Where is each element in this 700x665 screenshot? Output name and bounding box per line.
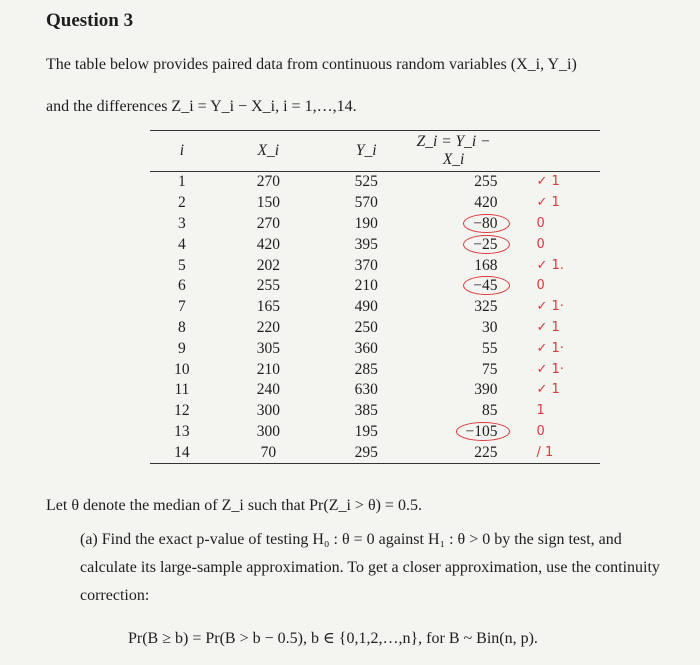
cell-z <box>410 422 523 443</box>
cell-i: 13 <box>174 422 190 440</box>
cell-x: 220 <box>256 318 280 336</box>
cell-mark: ✓ 1. <box>536 257 564 273</box>
cell-i: 10 <box>174 360 190 378</box>
header-x: X_i <box>214 131 323 172</box>
cell-x: 270 <box>256 173 280 191</box>
cell-mark: 0 <box>536 236 545 252</box>
header-marks <box>523 131 600 172</box>
cell-mark: 1 <box>536 403 545 419</box>
cell-y: 250 <box>354 318 378 336</box>
circled-negative-value: −80 <box>473 214 498 232</box>
cell-x: 300 <box>256 402 280 420</box>
table-row <box>150 255 600 276</box>
cell-x: 150 <box>256 194 280 212</box>
cell-mark: / 1 <box>523 442 600 463</box>
table-row <box>150 401 600 422</box>
table-row <box>150 234 600 255</box>
cell-mark: ✓ 1· <box>536 361 564 377</box>
table-row <box>150 193 600 214</box>
table-row <box>150 359 600 380</box>
cell-i: 7 <box>178 298 186 316</box>
intro-line-2: and the differences Z_i = Y_i − X_i, i = 1,…,14. <box>46 98 357 115</box>
cell-x: 305 <box>256 339 280 357</box>
cell-z: 55 <box>482 339 498 357</box>
cell-i: 1 <box>178 173 186 191</box>
cell-y: 395 <box>354 235 378 253</box>
table-row <box>150 172 600 193</box>
cell-y: 195 <box>354 422 378 440</box>
table-row <box>150 297 600 318</box>
cell-z: 325 <box>474 298 498 316</box>
cell-mark: ✓ 1 <box>536 319 560 335</box>
cell-mark: ✓ 1 <box>536 382 560 398</box>
cell-i: 3 <box>178 214 186 232</box>
cell-z: 255 <box>474 173 498 191</box>
cell-y: 210 <box>354 277 378 295</box>
cell-x: 420 <box>256 235 280 253</box>
question-heading: Question 3 <box>46 10 134 31</box>
circled-negative-value: −45 <box>473 277 498 295</box>
theta-definition: Let θ denote the median of Z_i such that Pr(Z_i > θ) = 0.5. <box>46 497 422 514</box>
table-header-row <box>150 131 600 172</box>
cell-z: 168 <box>474 256 498 274</box>
cell-y: 285 <box>354 360 378 378</box>
table-row <box>150 214 600 235</box>
cell-x: 300 <box>256 422 280 440</box>
cell-i: 9 <box>178 339 186 357</box>
cell-mark: 0 <box>536 278 545 294</box>
cell-i: 12 <box>174 402 190 420</box>
cell-i: 8 <box>178 318 186 336</box>
header-z: Z_i = Y_i − X_i <box>410 131 523 172</box>
cell-y: 190 <box>354 214 378 232</box>
table-body <box>150 172 600 464</box>
cell-y: 295 <box>323 442 410 463</box>
table-row <box>150 338 600 359</box>
cell-z: 225 <box>410 442 523 463</box>
cell-z <box>410 214 523 235</box>
table-row <box>150 318 600 339</box>
cell-z <box>410 276 523 297</box>
cell-mark: 0 <box>536 215 545 231</box>
cell-y: 570 <box>354 194 378 212</box>
table-row <box>150 442 600 463</box>
cell-x: 165 <box>256 298 280 316</box>
cell-x: 70 <box>214 442 323 463</box>
paired-data-table <box>150 130 600 464</box>
intro-line-1: The table below provides paired data from continuous random variables (X_i, Y_i) <box>46 56 577 73</box>
cell-z: 30 <box>482 318 498 336</box>
cell-x: 255 <box>256 277 280 295</box>
cell-mark: 0 <box>536 423 545 439</box>
circled-negative-value: −105 <box>465 422 498 440</box>
table-row <box>150 380 600 401</box>
cell-i: 14 <box>150 442 214 463</box>
cell-y: 385 <box>354 402 378 420</box>
cell-x: 210 <box>256 360 280 378</box>
cell-z <box>410 234 523 255</box>
cell-y: 370 <box>354 256 378 274</box>
cell-x: 202 <box>256 256 280 274</box>
cell-z: 85 <box>482 402 498 420</box>
cell-mark: ✓ 1· <box>536 299 564 315</box>
part-a-text: (a) Find the exact p-value of testing H₀ : θ = 0 against H₁ : θ > 0 by the sign test, and calculate its large-sample approximation. To get a closer approximation, use the continuity correction: <box>80 531 660 604</box>
cell-z: 390 <box>474 381 498 399</box>
cell-x: 240 <box>256 381 280 399</box>
cell-i: 4 <box>178 235 186 253</box>
cell-mark: ✓ 1· <box>536 340 564 356</box>
cell-y: 525 <box>354 173 378 191</box>
continuity-correction-formula: Pr(B ≥ b) = Pr(B > b − 0.5), b ∈ {0,1,2,…,n}, for B ~ Bin(n, p). <box>128 630 538 647</box>
circled-negative-value: −25 <box>473 235 498 253</box>
cell-z: 420 <box>474 194 498 212</box>
cell-z: 75 <box>482 360 498 378</box>
cell-y: 490 <box>354 298 378 316</box>
cell-i: 11 <box>174 381 190 399</box>
cell-x: 270 <box>256 214 280 232</box>
cell-i: 2 <box>178 194 186 212</box>
cell-i: 6 <box>178 277 186 295</box>
header-i: i <box>150 131 214 172</box>
table-row <box>150 276 600 297</box>
cell-y: 630 <box>354 381 378 399</box>
table-row <box>150 422 600 443</box>
header-y: Y_i <box>323 131 410 172</box>
cell-i: 5 <box>178 256 186 274</box>
cell-mark: ✓ 1 <box>536 195 560 211</box>
cell-y: 360 <box>354 339 378 357</box>
cell-mark: ✓ 1 <box>536 174 560 190</box>
